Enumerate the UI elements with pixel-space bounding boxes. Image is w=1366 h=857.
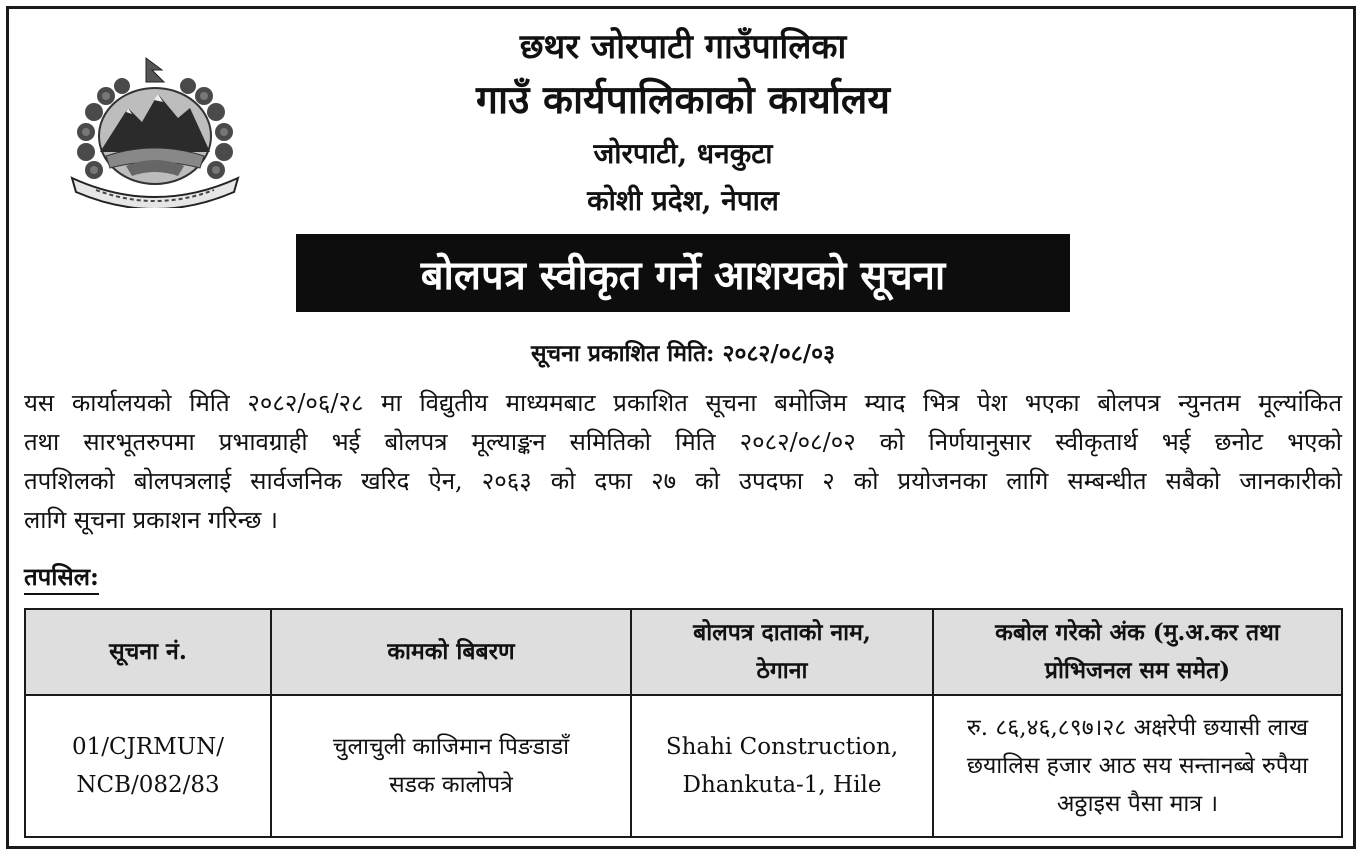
schedule-heading: तपसिल: xyxy=(24,562,99,595)
publication-date xyxy=(0,336,1366,368)
notice-body-line: लागि सूचना प्रकाशन गरिन्छ । xyxy=(24,506,279,534)
notice-body-line: तथा सारभूतरुपमा प्रभावग्राही भई बोलपत्र मूल्याङ्कन समितिको मिति २०८२/०८/०२ को निर्णयानुसार स्वीकृतार्थ भई छनोट भएको xyxy=(24,428,1342,456)
publication-date-label: सूचना प्रकाशित मिति: xyxy=(530,340,715,367)
cell-bidder: Shahi Construction, Dhankuta-1, Hile xyxy=(631,695,933,837)
column-header-bidder: बोलपत्र दाताको नाम, ठेगाना xyxy=(631,609,933,695)
notice-body-line: तपशिलको बोलपत्रलाई सार्वजनिक खरिद ऐन, २०६३ को दफा २७ को उपदफा २ को प्रयोजनका लागि सम्बन्धीत सबैको जानकारीको xyxy=(24,467,1342,495)
table-header-row xyxy=(25,609,1342,695)
notice-body-line: यस कार्यालयको मिति २०८२/०६/२८ मा विद्युतीय माध्यमबाट प्रकाशित सूचना बमोजिम म्याद भित्र पेश भएका बोलपत्र न्युनतम मूल्यांकित xyxy=(24,389,1342,417)
notice-body xyxy=(24,384,1342,540)
table-row xyxy=(25,695,1342,837)
column-header-work: कामको बिबरण xyxy=(271,609,631,695)
publication-date-value: २०८२/०८/०३ xyxy=(722,340,836,367)
notice-title-banner xyxy=(296,234,1070,312)
office-location: जोरपाटी, धनकुटा xyxy=(593,137,773,170)
bid-schedule-table xyxy=(24,608,1343,838)
column-header-amount: कबोल गरेको अंक (मु.अ.कर तथा प्रोभिजनल सम समेत) xyxy=(933,609,1342,695)
office-name: गाउँ कार्यपालिकाको कार्यालय xyxy=(476,77,890,123)
cell-amount: रु. ८६,४६,८९७।२८ अक्षरेपी छयासी लाख छयालिस हजार आठ सय सन्तानब्बे रुपैया अठ्ठाइस पैसा मात्र । xyxy=(933,695,1342,837)
cell-work: चुलाचुली काजिमान पिङडाडाँ सडक कालोपत्रे xyxy=(271,695,631,837)
municipality-name: छथर जोरपाटी गाउँपालिका xyxy=(519,27,847,67)
notice-title: बोलपत्र स्वीकृत गर्ने आशयको सूचना xyxy=(420,251,946,299)
cell-notice-no: 01/CJRMUN/ NCB/082/83 xyxy=(25,695,271,837)
province-country: कोशी प्रदेश, नेपाल xyxy=(587,184,779,217)
column-header-notice-no: सूचना नं. xyxy=(25,609,271,695)
